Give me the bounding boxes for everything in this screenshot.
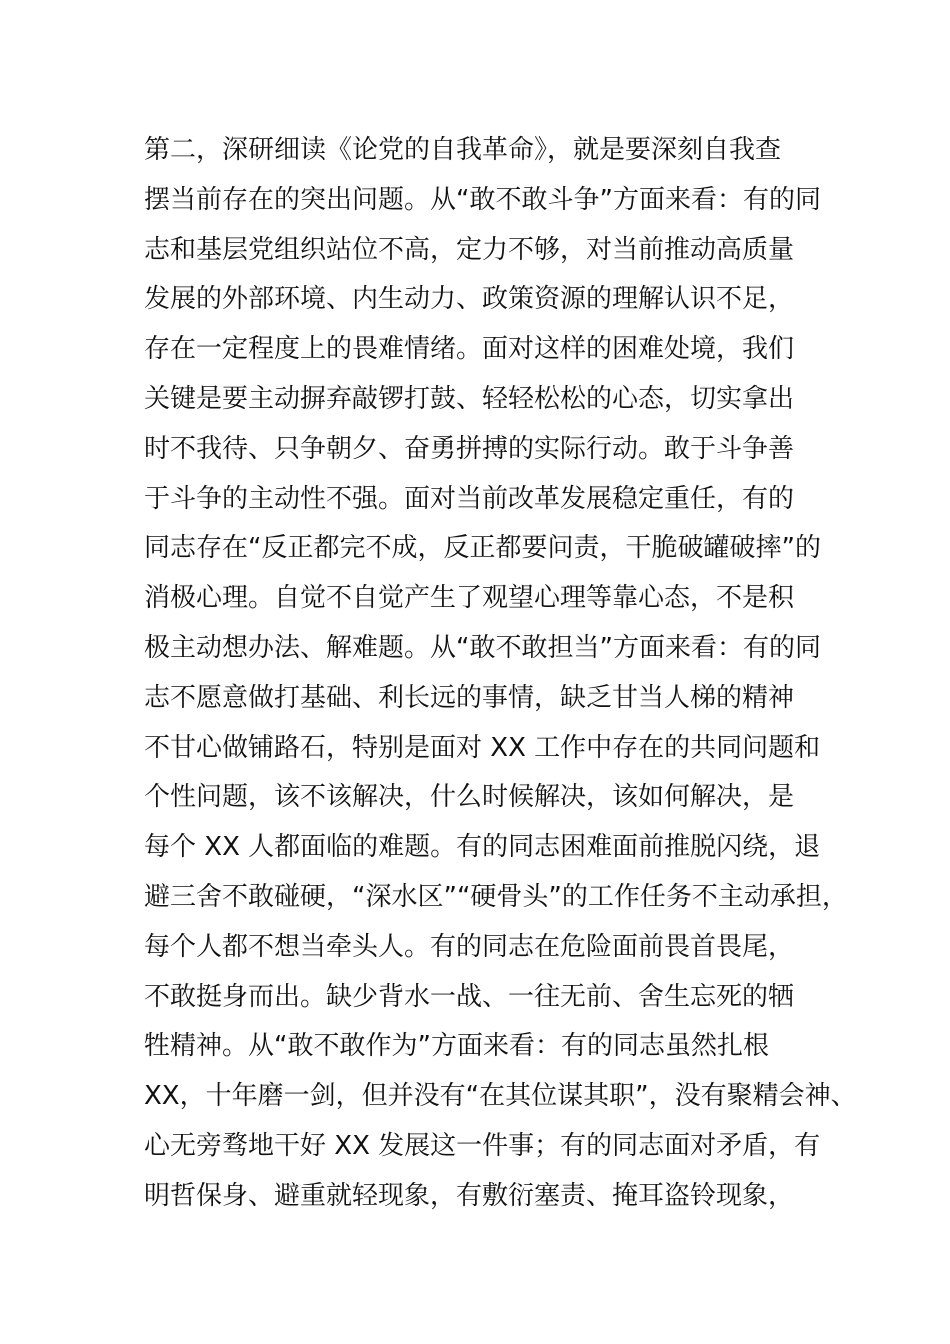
text-line: 于斗争的主动性不强。面对当前改革发展稳定重任，有的 xyxy=(144,483,795,514)
text-line: 发展的外部环境、内生动力、政策资源的理解认识不足， xyxy=(144,284,795,315)
text-line: 不敢挺身而出。缺少背水一战、一往无前、舍生忘死的牺 xyxy=(144,981,795,1012)
text-line: 不甘心做铺路石，特别是面对 XX 工作中存在的共同问题和 xyxy=(144,732,821,763)
text-line: 存在一定程度上的畏难情绪。面对这样的困难处境，我们 xyxy=(144,334,795,365)
body-paragraph xyxy=(144,126,857,1222)
text-line: 每个 XX 人都面临的难题。有的同志困难面前推脱闪绕，退 xyxy=(144,832,821,863)
text-line: 同志存在“反正都完不成，反正都要问责，干脆破罐破摔”的 xyxy=(144,533,821,564)
text-line: XX，十年磨一剑，但并没有“在其位谋其职”，没有聚精会神、 xyxy=(144,1081,857,1112)
text-line: 极主动想办法、解难题。从“敢不敢担当”方面来看：有的同 xyxy=(144,632,821,663)
text-line: 每个人都不想当牵头人。有的同志在危险面前畏首畏尾， xyxy=(144,931,795,962)
text-line: 明哲保身、避重就轻现象，有敷衍塞责、掩耳盗铃现象， xyxy=(144,1180,795,1211)
text-line: 摆当前存在的突出问题。从“敢不敢斗争”方面来看：有的同 xyxy=(144,184,821,215)
text-line: 消极心理。自觉不自觉产生了观望心理等靠心态，不是积 xyxy=(144,583,795,614)
text-line: 关键是要主动摒弃敲锣打鼓、轻轻松松的心态，切实拿出 xyxy=(144,383,795,414)
text-line: 个性问题，该不该解决，什么时候解决，该如何解决，是 xyxy=(144,782,795,813)
text-line: 避三舍不敢碰硬，“深水区”“硬骨头”的工作任务不主动承担， xyxy=(144,881,848,912)
text-line: 牲精神。从“敢不敢作为”方面来看：有的同志虽然扎根 xyxy=(144,1031,769,1062)
text-line: 志和基层党组织站位不高，定力不够，对当前推动高质量 xyxy=(144,234,795,265)
text-line: 第二，深研细读《论党的自我革命》，就是要深刻自我查 xyxy=(144,135,782,165)
text-line: 时不我待、只争朝夕、奋勇拼搏的实际行动。敢于斗争善 xyxy=(144,433,795,464)
text-line: 志不愿意做打基础、利长远的事情，缺乏甘当人梯的精神 xyxy=(144,682,795,713)
text-line: 心无旁骛地干好 XX 发展这一件事；有的同志面对矛盾，有 xyxy=(144,1130,821,1161)
